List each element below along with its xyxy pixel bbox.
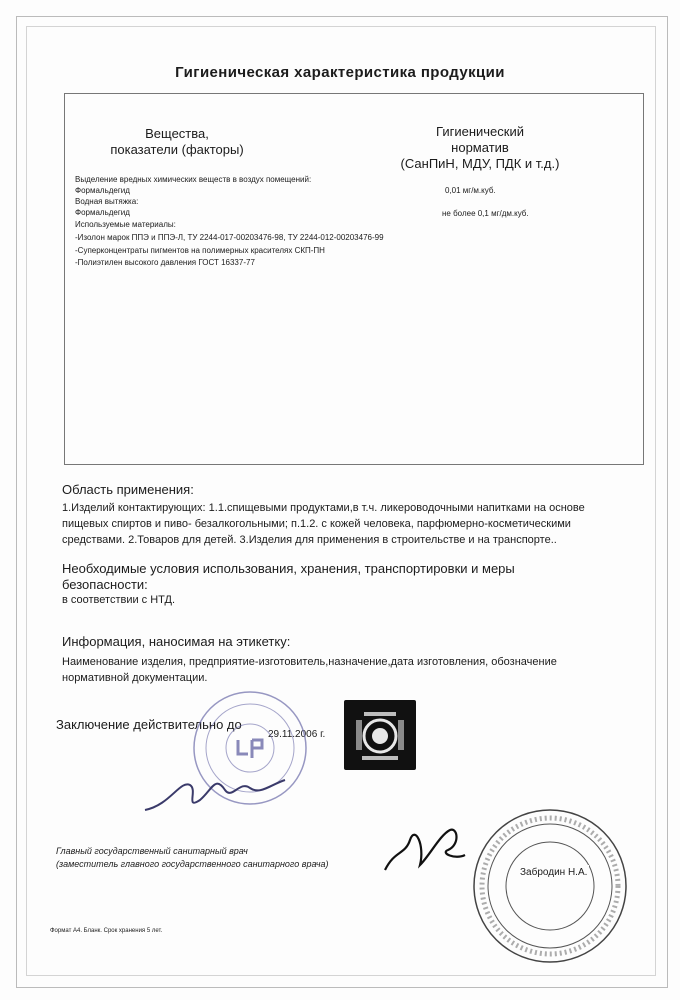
right-header-line3: (СанПиН, МДУ, ПДК и т.д.) bbox=[400, 156, 560, 171]
label-info-heading: Информация, наносимая на этикетку: bbox=[62, 634, 291, 649]
signature-left bbox=[140, 760, 290, 820]
footer-note: Формат А4. Бланк. Срок хранения 5 лет. bbox=[50, 928, 163, 934]
left-header-line1: Вещества, bbox=[145, 126, 209, 141]
scope-heading: Область применения: bbox=[62, 482, 194, 497]
doctor-title-line2: (заместитель главного государственного санитарного врача) bbox=[56, 859, 329, 869]
scope-line: 1.Изделий контактирующих: 1.1.спищевыми продуктами,в т.ч. ликероводочными напитками на основе bbox=[62, 502, 585, 514]
right-column-header bbox=[360, 124, 600, 172]
table-row: Используемые материалы: bbox=[75, 220, 176, 229]
table-row: Выделение вредных химических веществ в воздух помещений: bbox=[75, 175, 312, 184]
hologram-emblem bbox=[344, 700, 416, 770]
signature-right bbox=[380, 815, 470, 885]
conditions-text: в соответствии с НТД. bbox=[62, 594, 176, 606]
table-row: -Изолон марок ППЭ и ППЭ-Л, ТУ 2244-017-00203476-98, ТУ 2244-012-00203476-99 bbox=[75, 233, 384, 242]
table-row: -Суперконцентраты пигментов на полимерных красителях СКП-ПН bbox=[75, 246, 325, 255]
table-row: Формальдегид bbox=[75, 208, 130, 217]
scope-line: средствами. 2.Товаров для детей. 3.Изделия для применения в строительстве и на транспорте.. bbox=[62, 534, 557, 546]
label-info-line: нормативной документации. bbox=[62, 672, 208, 684]
table-row: Формальдегид bbox=[75, 186, 130, 195]
label-info-line: Наименование изделия, предприятие-изготовитель,назначение,дата изготовления, обозначение bbox=[62, 656, 557, 668]
conclusion-label: Заключение действительно до bbox=[56, 717, 242, 732]
table-row: -Полиэтилен высокого давления ГОСТ 16337-77 bbox=[75, 258, 255, 267]
document-title: Гигиеническая характеристика продукции bbox=[175, 64, 505, 81]
signature-icon bbox=[140, 760, 290, 820]
table-row: Водная вытяжка: bbox=[75, 197, 139, 206]
scope-line: пищевых спиртов и пиво- безалкогольными; п.1.2. с кожей человека, парфюмерно-косметическими bbox=[62, 518, 571, 530]
round-stamp-right bbox=[470, 806, 630, 966]
left-column-header bbox=[92, 126, 262, 158]
norm-value: 0,01 мг/м.куб. bbox=[445, 186, 496, 195]
official-seal-icon bbox=[470, 806, 630, 966]
right-header-line1: Гигиенический bbox=[436, 124, 524, 139]
hologram-icon bbox=[344, 700, 416, 770]
conclusion-date: 29.11.2006 г. bbox=[268, 729, 326, 740]
signature-icon bbox=[380, 815, 470, 885]
label-info-text bbox=[62, 654, 622, 686]
signer-name: Забродин Н.А. bbox=[518, 865, 589, 881]
left-header-line2: показатели (факторы) bbox=[110, 142, 244, 157]
doctor-title-line1: Главный государственный санитарный врач bbox=[56, 846, 248, 856]
scope-text bbox=[62, 500, 642, 548]
right-header-line2: норматив bbox=[451, 140, 509, 155]
conditions-heading-line2: безопасности: bbox=[62, 577, 148, 592]
norm-value: не более 0,1 мг/дм.куб. bbox=[442, 209, 529, 218]
conditions-heading-line1: Необходимые условия использования, хранения, транспортировки и меры bbox=[62, 561, 515, 576]
